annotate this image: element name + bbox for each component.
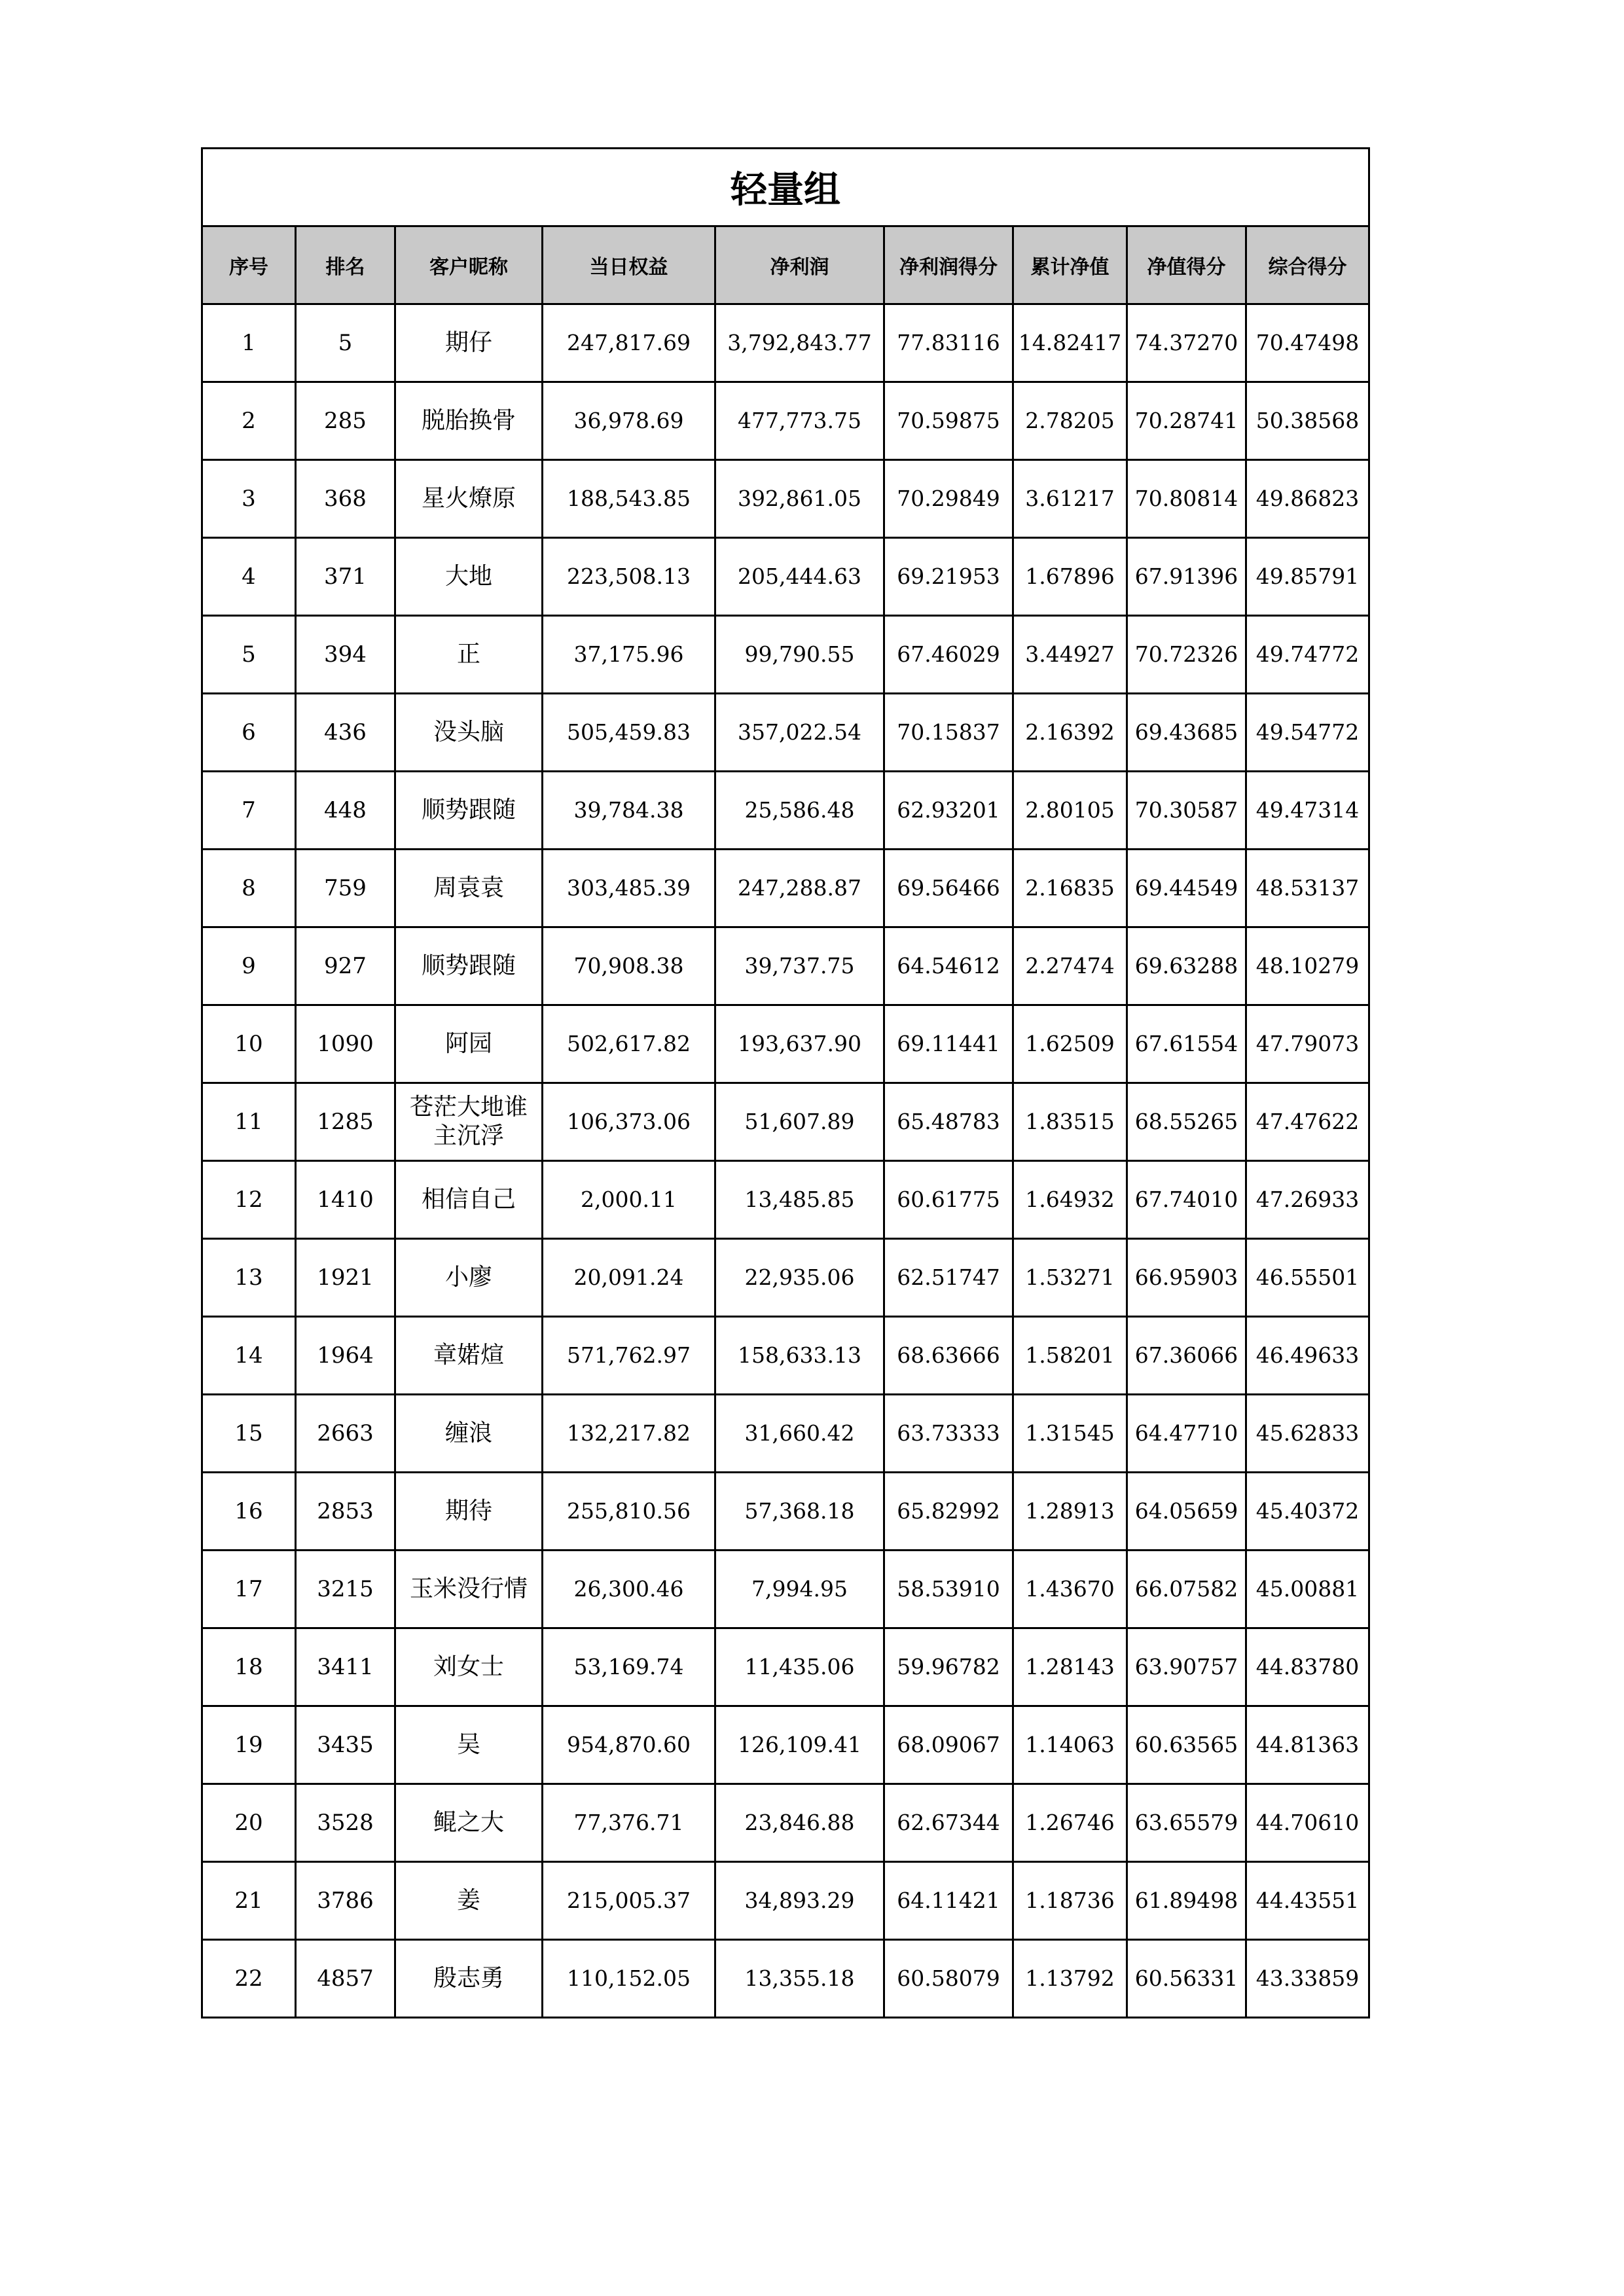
cell-net-profit: 193,637.90: [715, 1005, 884, 1083]
cell-total-score: 49.47314: [1246, 772, 1369, 850]
cell-total-score: 47.26933: [1246, 1161, 1369, 1239]
cell-index: 18: [202, 1628, 296, 1706]
cell-net-profit: 99,790.55: [715, 616, 884, 694]
cell-net-profit: 205,444.63: [715, 538, 884, 616]
cell-nav-score: 63.90757: [1127, 1628, 1246, 1706]
cell-nickname: 正: [395, 616, 543, 694]
cell-net-profit: 39,737.75: [715, 927, 884, 1005]
cell-rank: 3215: [296, 1551, 395, 1628]
cell-net-profit: 57,368.18: [715, 1473, 884, 1551]
cell-daily-equity: 255,810.56: [543, 1473, 715, 1551]
cell-cumulative-nav: 1.28143: [1013, 1628, 1127, 1706]
cell-index: 14: [202, 1317, 296, 1395]
cell-daily-equity: 77,376.71: [543, 1784, 715, 1862]
cell-index: 9: [202, 927, 296, 1005]
cell-nav-score: 67.36066: [1127, 1317, 1246, 1395]
cell-net-profit: 357,022.54: [715, 694, 884, 772]
cell-net-profit-score: 69.11441: [884, 1005, 1013, 1083]
cell-nav-score: 67.61554: [1127, 1005, 1246, 1083]
table-row: [202, 1005, 1369, 1083]
cell-index: 10: [202, 1005, 296, 1083]
table-title: 轻量组: [202, 149, 1369, 226]
cell-net-profit: 51,607.89: [715, 1083, 884, 1161]
column-header-total-score: 综合得分: [1246, 226, 1369, 304]
cell-cumulative-nav: 2.27474: [1013, 927, 1127, 1005]
cell-rank: 5: [296, 304, 395, 382]
cell-total-score: 47.79073: [1246, 1005, 1369, 1083]
column-header-net-profit: 净利润: [715, 226, 884, 304]
cell-nav-score: 68.55265: [1127, 1083, 1246, 1161]
table-row: [202, 1317, 1369, 1395]
cell-nickname: 苍茫大地谁主沉浮: [395, 1083, 543, 1161]
cell-index: 11: [202, 1083, 296, 1161]
cell-cumulative-nav: 3.61217: [1013, 460, 1127, 538]
column-header-index: 序号: [202, 226, 296, 304]
cell-net-profit: 34,893.29: [715, 1862, 884, 1940]
cell-cumulative-nav: 1.28913: [1013, 1473, 1127, 1551]
cell-total-score: 44.70610: [1246, 1784, 1369, 1862]
cell-index: 22: [202, 1940, 296, 2018]
cell-net-profit: 7,994.95: [715, 1551, 884, 1628]
cell-daily-equity: 223,508.13: [543, 538, 715, 616]
cell-nav-score: 66.95903: [1127, 1239, 1246, 1317]
cell-nav-score: 70.80814: [1127, 460, 1246, 538]
cell-daily-equity: 954,870.60: [543, 1706, 715, 1784]
cell-nav-score: 60.56331: [1127, 1940, 1246, 2018]
cell-daily-equity: 106,373.06: [543, 1083, 715, 1161]
table-row: [202, 1473, 1369, 1551]
cell-cumulative-nav: 1.18736: [1013, 1862, 1127, 1940]
cell-cumulative-nav: 2.16835: [1013, 850, 1127, 927]
cell-net-profit-score: 65.48783: [884, 1083, 1013, 1161]
cell-net-profit: 126,109.41: [715, 1706, 884, 1784]
cell-nickname: 吴: [395, 1706, 543, 1784]
cell-nav-score: 70.28741: [1127, 382, 1246, 460]
column-header-net-profit-score: 净利润得分: [884, 226, 1013, 304]
cell-daily-equity: 247,817.69: [543, 304, 715, 382]
cell-nav-score: 67.91396: [1127, 538, 1246, 616]
cell-total-score: 50.38568: [1246, 382, 1369, 460]
cell-net-profit-score: 60.61775: [884, 1161, 1013, 1239]
cell-cumulative-nav: 1.67896: [1013, 538, 1127, 616]
cell-net-profit-score: 62.93201: [884, 772, 1013, 850]
cell-rank: 371: [296, 538, 395, 616]
cell-daily-equity: 303,485.39: [543, 850, 715, 927]
cell-nickname: 周袁袁: [395, 850, 543, 927]
cell-net-profit-score: 59.96782: [884, 1628, 1013, 1706]
cell-total-score: 49.74772: [1246, 616, 1369, 694]
cell-index: 15: [202, 1395, 296, 1473]
cell-daily-equity: 53,169.74: [543, 1628, 715, 1706]
column-header-daily-equity: 当日权益: [543, 226, 715, 304]
cell-index: 17: [202, 1551, 296, 1628]
cell-net-profit-score: 70.59875: [884, 382, 1013, 460]
cell-net-profit-score: 63.73333: [884, 1395, 1013, 1473]
header-row: [202, 226, 1369, 304]
cell-index: 16: [202, 1473, 296, 1551]
cell-net-profit: 477,773.75: [715, 382, 884, 460]
cell-rank: 1410: [296, 1161, 395, 1239]
cell-net-profit-score: 70.15837: [884, 694, 1013, 772]
cell-cumulative-nav: 1.43670: [1013, 1551, 1127, 1628]
cell-daily-equity: 215,005.37: [543, 1862, 715, 1940]
cell-index: 1: [202, 304, 296, 382]
cell-nav-score: 74.37270: [1127, 304, 1246, 382]
cell-net-profit-score: 64.11421: [884, 1862, 1013, 1940]
cell-index: 20: [202, 1784, 296, 1862]
cell-net-profit-score: 68.09067: [884, 1706, 1013, 1784]
cell-net-profit: 392,861.05: [715, 460, 884, 538]
cell-index: 19: [202, 1706, 296, 1784]
cell-nav-score: 69.63288: [1127, 927, 1246, 1005]
cell-net-profit-score: 58.53910: [884, 1551, 1013, 1628]
cell-nav-score: 70.72326: [1127, 616, 1246, 694]
cell-rank: 2853: [296, 1473, 395, 1551]
cell-net-profit: 13,485.85: [715, 1161, 884, 1239]
cell-rank: 1090: [296, 1005, 395, 1083]
cell-nav-score: 70.30587: [1127, 772, 1246, 850]
cell-rank: 368: [296, 460, 395, 538]
cell-total-score: 44.83780: [1246, 1628, 1369, 1706]
cell-total-score: 46.49633: [1246, 1317, 1369, 1395]
cell-rank: 1964: [296, 1317, 395, 1395]
cell-net-profit-score: 70.29849: [884, 460, 1013, 538]
cell-nav-score: 67.74010: [1127, 1161, 1246, 1239]
cell-nickname: 刘女士: [395, 1628, 543, 1706]
table-row: [202, 850, 1369, 927]
cell-nav-score: 63.65579: [1127, 1784, 1246, 1862]
table-row: [202, 616, 1369, 694]
table-row: [202, 694, 1369, 772]
cell-rank: 759: [296, 850, 395, 927]
cell-nickname: 玉米没行情: [395, 1551, 543, 1628]
cell-index: 6: [202, 694, 296, 772]
cell-daily-equity: 188,543.85: [543, 460, 715, 538]
cell-index: 2: [202, 382, 296, 460]
cell-cumulative-nav: 2.78205: [1013, 382, 1127, 460]
cell-net-profit-score: 67.46029: [884, 616, 1013, 694]
column-header-rank: 排名: [296, 226, 395, 304]
cell-index: 7: [202, 772, 296, 850]
table-row: [202, 382, 1369, 460]
cell-net-profit-score: 62.51747: [884, 1239, 1013, 1317]
cell-nickname: 星火燎原: [395, 460, 543, 538]
cell-index: 12: [202, 1161, 296, 1239]
cell-cumulative-nav: 1.14063: [1013, 1706, 1127, 1784]
cell-net-profit: 25,586.48: [715, 772, 884, 850]
cell-nav-score: 69.43685: [1127, 694, 1246, 772]
cell-nickname: 大地: [395, 538, 543, 616]
cell-total-score: 45.62833: [1246, 1395, 1369, 1473]
table-row: [202, 1239, 1369, 1317]
cell-daily-equity: 20,091.24: [543, 1239, 715, 1317]
cell-total-score: 45.40372: [1246, 1473, 1369, 1551]
cell-total-score: 44.81363: [1246, 1706, 1369, 1784]
cell-index: 4: [202, 538, 296, 616]
table-row: [202, 1083, 1369, 1161]
cell-net-profit: 23,846.88: [715, 1784, 884, 1862]
column-header-cumulative-nav: 累计净值: [1013, 226, 1127, 304]
cell-total-score: 48.10279: [1246, 927, 1369, 1005]
cell-nickname: 顺势跟随: [395, 772, 543, 850]
cell-net-profit: 31,660.42: [715, 1395, 884, 1473]
cell-cumulative-nav: 1.31545: [1013, 1395, 1127, 1473]
cell-net-profit-score: 64.54612: [884, 927, 1013, 1005]
table-row: [202, 1628, 1369, 1706]
cell-net-profit: 247,288.87: [715, 850, 884, 927]
cell-cumulative-nav: 14.82417: [1013, 304, 1127, 382]
cell-nickname: 小廖: [395, 1239, 543, 1317]
cell-cumulative-nav: 1.13792: [1013, 1940, 1127, 2018]
cell-rank: 2663: [296, 1395, 395, 1473]
cell-nav-score: 64.47710: [1127, 1395, 1246, 1473]
table-row: [202, 1862, 1369, 1940]
cell-daily-equity: 505,459.83: [543, 694, 715, 772]
cell-nav-score: 64.05659: [1127, 1473, 1246, 1551]
cell-index: 5: [202, 616, 296, 694]
cell-net-profit: 22,935.06: [715, 1239, 884, 1317]
table-row: [202, 772, 1369, 850]
cell-cumulative-nav: 3.44927: [1013, 616, 1127, 694]
cell-nickname: 章婼煊: [395, 1317, 543, 1395]
table-row: [202, 460, 1369, 538]
cell-daily-equity: 132,217.82: [543, 1395, 715, 1473]
cell-total-score: 49.86823: [1246, 460, 1369, 538]
cell-total-score: 49.54772: [1246, 694, 1369, 772]
cell-cumulative-nav: 1.26746: [1013, 1784, 1127, 1862]
table-body: [202, 304, 1369, 2018]
cell-daily-equity: 110,152.05: [543, 1940, 715, 2018]
cell-net-profit: 13,355.18: [715, 1940, 884, 2018]
cell-nickname: 没头脑: [395, 694, 543, 772]
cell-daily-equity: 39,784.38: [543, 772, 715, 850]
cell-total-score: 47.47622: [1246, 1083, 1369, 1161]
cell-total-score: 43.33859: [1246, 1940, 1369, 2018]
cell-net-profit-score: 62.67344: [884, 1784, 1013, 1862]
cell-nickname: 顺势跟随: [395, 927, 543, 1005]
cell-daily-equity: 37,175.96: [543, 616, 715, 694]
cell-nav-score: 66.07582: [1127, 1551, 1246, 1628]
cell-nav-score: 61.89498: [1127, 1862, 1246, 1940]
cell-rank: 3411: [296, 1628, 395, 1706]
cell-rank: 1285: [296, 1083, 395, 1161]
cell-daily-equity: 26,300.46: [543, 1551, 715, 1628]
cell-nickname: 缠浪: [395, 1395, 543, 1473]
cell-net-profit-score: 68.63666: [884, 1317, 1013, 1395]
cell-rank: 3435: [296, 1706, 395, 1784]
cell-net-profit-score: 65.82992: [884, 1473, 1013, 1551]
column-header-nickname: 客户昵称: [395, 226, 543, 304]
cell-rank: 394: [296, 616, 395, 694]
cell-nickname: 姜: [395, 1862, 543, 1940]
cell-rank: 3528: [296, 1784, 395, 1862]
cell-nickname: 阿园: [395, 1005, 543, 1083]
cell-nickname: 相信自己: [395, 1161, 543, 1239]
cell-nickname: 鲲之大: [395, 1784, 543, 1862]
cell-rank: 927: [296, 927, 395, 1005]
cell-net-profit-score: 69.21953: [884, 538, 1013, 616]
cell-total-score: 45.00881: [1246, 1551, 1369, 1628]
cell-cumulative-nav: 1.62509: [1013, 1005, 1127, 1083]
column-header-nav-score: 净值得分: [1127, 226, 1246, 304]
cell-total-score: 48.53137: [1246, 850, 1369, 927]
cell-nickname: 期待: [395, 1473, 543, 1551]
cell-cumulative-nav: 1.58201: [1013, 1317, 1127, 1395]
cell-cumulative-nav: 2.80105: [1013, 772, 1127, 850]
cell-net-profit: 3,792,843.77: [715, 304, 884, 382]
ranking-table: [201, 147, 1370, 2018]
cell-daily-equity: 571,762.97: [543, 1317, 715, 1395]
cell-rank: 3786: [296, 1862, 395, 1940]
table-row: [202, 1706, 1369, 1784]
cell-cumulative-nav: 1.64932: [1013, 1161, 1127, 1239]
cell-nickname: 殷志勇: [395, 1940, 543, 2018]
cell-index: 8: [202, 850, 296, 927]
table-row: [202, 1784, 1369, 1862]
cell-daily-equity: 70,908.38: [543, 927, 715, 1005]
cell-nickname: 脱胎换骨: [395, 382, 543, 460]
cell-net-profit: 158,633.13: [715, 1317, 884, 1395]
cell-total-score: 49.85791: [1246, 538, 1369, 616]
table-row: [202, 304, 1369, 382]
cell-rank: 436: [296, 694, 395, 772]
table-row: [202, 538, 1369, 616]
cell-net-profit-score: 77.83116: [884, 304, 1013, 382]
table-row: [202, 1161, 1369, 1239]
cell-rank: 1921: [296, 1239, 395, 1317]
cell-rank: 285: [296, 382, 395, 460]
cell-cumulative-nav: 1.83515: [1013, 1083, 1127, 1161]
table-row: [202, 1940, 1369, 2018]
cell-nav-score: 60.63565: [1127, 1706, 1246, 1784]
cell-index: 3: [202, 460, 296, 538]
cell-rank: 448: [296, 772, 395, 850]
cell-index: 21: [202, 1862, 296, 1940]
table-row: [202, 927, 1369, 1005]
cell-rank: 4857: [296, 1940, 395, 2018]
cell-total-score: 70.47498: [1246, 304, 1369, 382]
cell-nickname: 期仔: [395, 304, 543, 382]
cell-net-profit-score: 60.58079: [884, 1940, 1013, 2018]
cell-index: 13: [202, 1239, 296, 1317]
cell-net-profit-score: 69.56466: [884, 850, 1013, 927]
cell-total-score: 44.43551: [1246, 1862, 1369, 1940]
cell-daily-equity: 2,000.11: [543, 1161, 715, 1239]
cell-cumulative-nav: 1.53271: [1013, 1239, 1127, 1317]
cell-daily-equity: 36,978.69: [543, 382, 715, 460]
cell-nav-score: 69.44549: [1127, 850, 1246, 927]
cell-cumulative-nav: 2.16392: [1013, 694, 1127, 772]
table-row: [202, 1551, 1369, 1628]
cell-daily-equity: 502,617.82: [543, 1005, 715, 1083]
cell-net-profit: 11,435.06: [715, 1628, 884, 1706]
cell-total-score: 46.55501: [1246, 1239, 1369, 1317]
table-row: [202, 1395, 1369, 1473]
